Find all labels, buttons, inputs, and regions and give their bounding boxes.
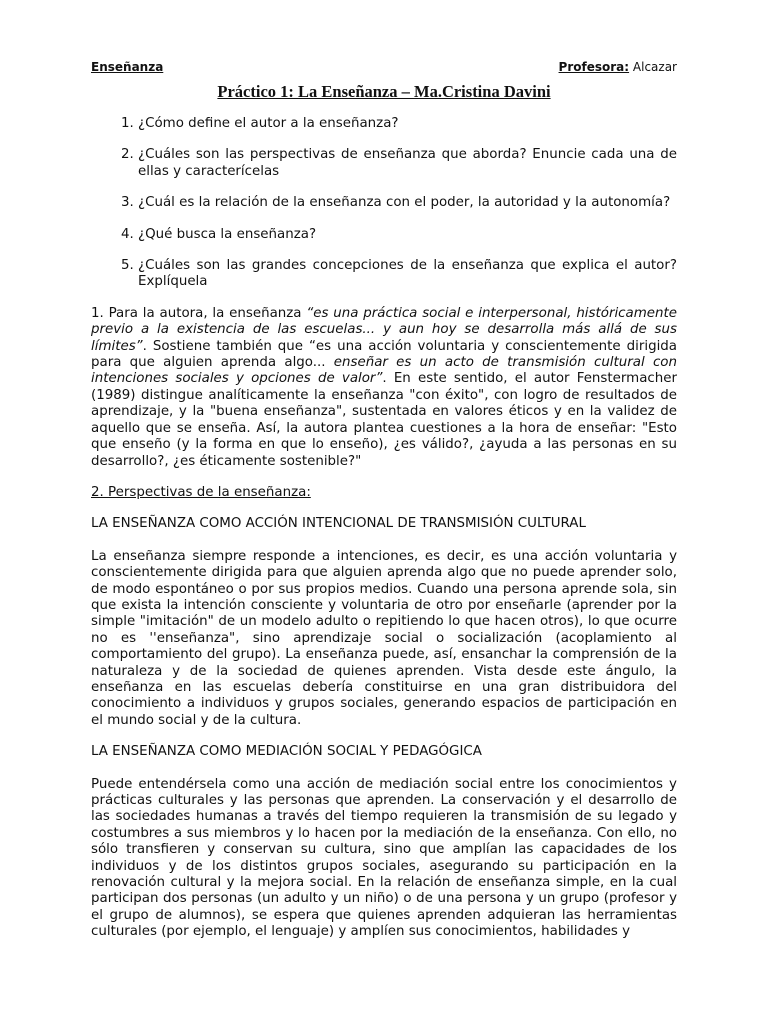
document-title: Práctico 1: La Enseñanza – Ma.Cristina Davini	[217, 82, 551, 101]
teacher-label: Profesora:	[558, 60, 630, 74]
answer-1-quote-2: enseñar es un acto de transmisión cultural con intenciones sociales y opciones de valor”	[91, 355, 677, 387]
question-item: 2. ¿Cuáles son las perspectivas de enseñanza que aborda? Enuncie cada una de ellas y caracterícelas	[138, 147, 677, 180]
page-header	[91, 60, 677, 76]
question-item: 4. ¿Qué busca la enseñanza?	[138, 227, 677, 243]
question-list	[91, 116, 677, 291]
subsection-2-heading: LA ENSEÑANZA COMO MEDIACIÓN SOCIAL Y PEDAGÓGICA	[91, 744, 482, 760]
question-item: 5. ¿Cuáles son las grandes concepciones de la enseñanza que explica el autor? Explíquela	[138, 258, 677, 291]
subsection-2-text: Puede entendérsela como una acción de mediación social entre los conocimientos y prácticas culturales y las personas que aprenden. La conservación y el desarrollo de las sociedades humanas a través del tiempo requieren la transmisión de su legado y costumbres a sus miembros y lo hacen por la mediación de la enseñanza. Con ello, no sólo transfieren y conservan su cultura, sino que amplían las capacidades de los individuos y de los distintos grupos sociales, asegurando su participación en la renovación cultural y la mejora social. En la relación de enseñanza simple, en la cual participan dos personas (un adulto y un niño) o de una persona y un grupo (profesor y el grupo de alumnos), se espera que quienes aprenden adquieran las herramientas culturales (por ejemplo, el lenguaje) y amplíen sus conocimientos, habilidades y	[91, 776, 677, 940]
answer-1-mid: . Sostiene también que “es una acción voluntaria y conscientemente dirigida para que alguien aprenda algo...	[91, 338, 677, 371]
teacher-info	[559, 60, 677, 74]
answer-1-rest: . En este sentido, el autor Fenstermacher (1989) distingue analíticamente la enseñanza "con éxito", con logro de resultados de aprendizaje, y la "buena enseñanza", sustentada en valores éticos y en la validez de aquello que se enseña. Así, la autora plantea cuestiones a la hora de enseñar: "Esto que enseño (y la forma en que lo enseño), ¿es válido?, ¿ayuda a las personas en su desarrollo?, ¿es éticamente sostenible?"	[91, 371, 677, 469]
subsection-1-heading: LA ENSEÑANZA COMO ACCIÓN INTENCIONAL DE TRANSMISIÓN CULTURAL	[91, 516, 586, 532]
teacher-name: Alcazar	[632, 60, 677, 74]
subject-label: Enseñanza	[91, 60, 164, 74]
answer-1-intro: 1. Para la autora, la enseñanza	[91, 305, 307, 321]
section-2-heading: 2. Perspectivas de la enseñanza:	[91, 484, 311, 500]
answer-1-quote-1: “es una práctica social e interpersonal, históricamente previo a la existencia de las escuelas... y aun hoy se desarrolla más allá de sus límites”	[91, 305, 677, 354]
subsection-1-text: La enseñanza siempre responde a intenciones, es decir, es una acción voluntaria y conscientemente dirigida para que alguien aprenda algo que no puede aprender solo, de modo espontáneo o por sus propios medios. Cuando una persona aprende sola, sin que exista la intención consciente y voluntaria de otro por enseñarle (aprender por la simple "imitación" de un modelo adulto o repitiendo lo que hacen otros), lo que ocurre no es ''enseñanza", sino aprendizaje social o socialización (acoplamiento al comportamiento del grupo). La enseñanza puede, así, ensanchar la comprensión de la naturaleza y de la sociedad de quienes aprenden. Vista desde este ángulo, la enseñanza en las escuelas debería constituirse en una gran distribuidora del conocimiento a individuos y grupos sociales, generando espacios de participación en el mundo social y de la cultura.	[91, 548, 677, 728]
answer-1-paragraph	[91, 306, 677, 470]
question-item: 1. ¿Cómo define el autor a la enseñanza?	[138, 116, 677, 132]
document-body	[91, 116, 677, 956]
question-item: 3. ¿Cuál es la relación de la enseñanza con el poder, la autoridad y la autonomía?	[138, 195, 677, 211]
